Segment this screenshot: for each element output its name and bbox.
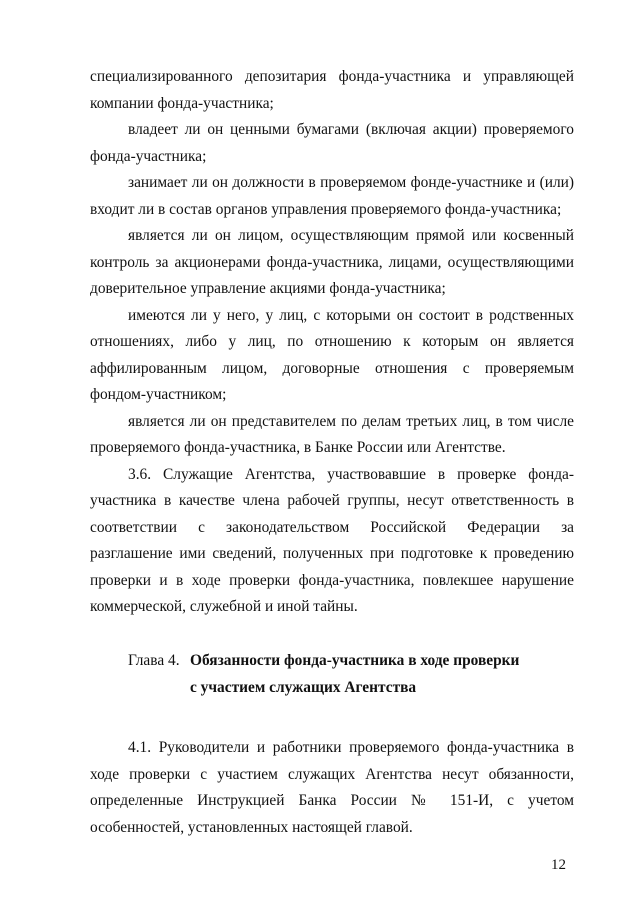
page-number: 12 (551, 857, 566, 873)
paragraph-representative: является ли он представителем по делам третьих лиц, в том числе проверяемого фонда-участника, в Банке России или Агентстве. (90, 412, 574, 456)
paragraph-relations: имеются ли у него, у лиц, с которыми он состоит в родственных отношениях, либо у лиц, по отношению к которым он является аффилированным лицом, договорные отношения с проверяемым фондом-участником; (90, 306, 574, 403)
chapter-heading (90, 648, 574, 701)
paragraph-control: является ли он лицом, осуществляющим прямой или косвенный контроль за акционерами фонда-участника, лицами, осуществляющими доверительное управление акциями фонда-участника; (90, 227, 574, 297)
paragraph-positions: занимает ли он должности в проверяемом фонде-участнике и (или) входит ли в состав органов управления проверяемого фонда-участника; (90, 174, 574, 218)
paragraph-3-6: 3.6. Служащие Агентства, участвовавшие в проверке фонда-участника в качестве члена рабочей группы, несут ответственность в соответствии с законодательством Российской Федерации за разглашение ими сведений, полученных при подготовке к проведению проверки и в ходе проверки фонда-участника, повлекшее нарушение коммерческой, служебной и иной тайны. (90, 465, 574, 615)
paragraph-continuation: специализированного депозитария фонда-участника и управляющей компании фонда-участника; (90, 68, 574, 112)
chapter-title-line-2: с участием служащих Агентства (190, 678, 417, 696)
document-body (90, 64, 574, 621)
paragraph-4-1: 4.1. Руководители и работники проверяемого фонда-участника в ходе проверки с участием служащих Агентства несут обязанности, определенные Инструкцией Банка России № 151-И, с учетом особенностей, установленных настоящей главой. (90, 739, 574, 836)
paragraph-securities: владеет ли он ценными бумагами (включая акции) проверяемого фонда-участника; (90, 121, 574, 165)
document-body-after-heading (90, 735, 574, 841)
chapter-label: Глава 4. (128, 652, 180, 669)
chapter-title-line-1: Обязанности фонда-участника в ходе проверки (190, 652, 520, 669)
